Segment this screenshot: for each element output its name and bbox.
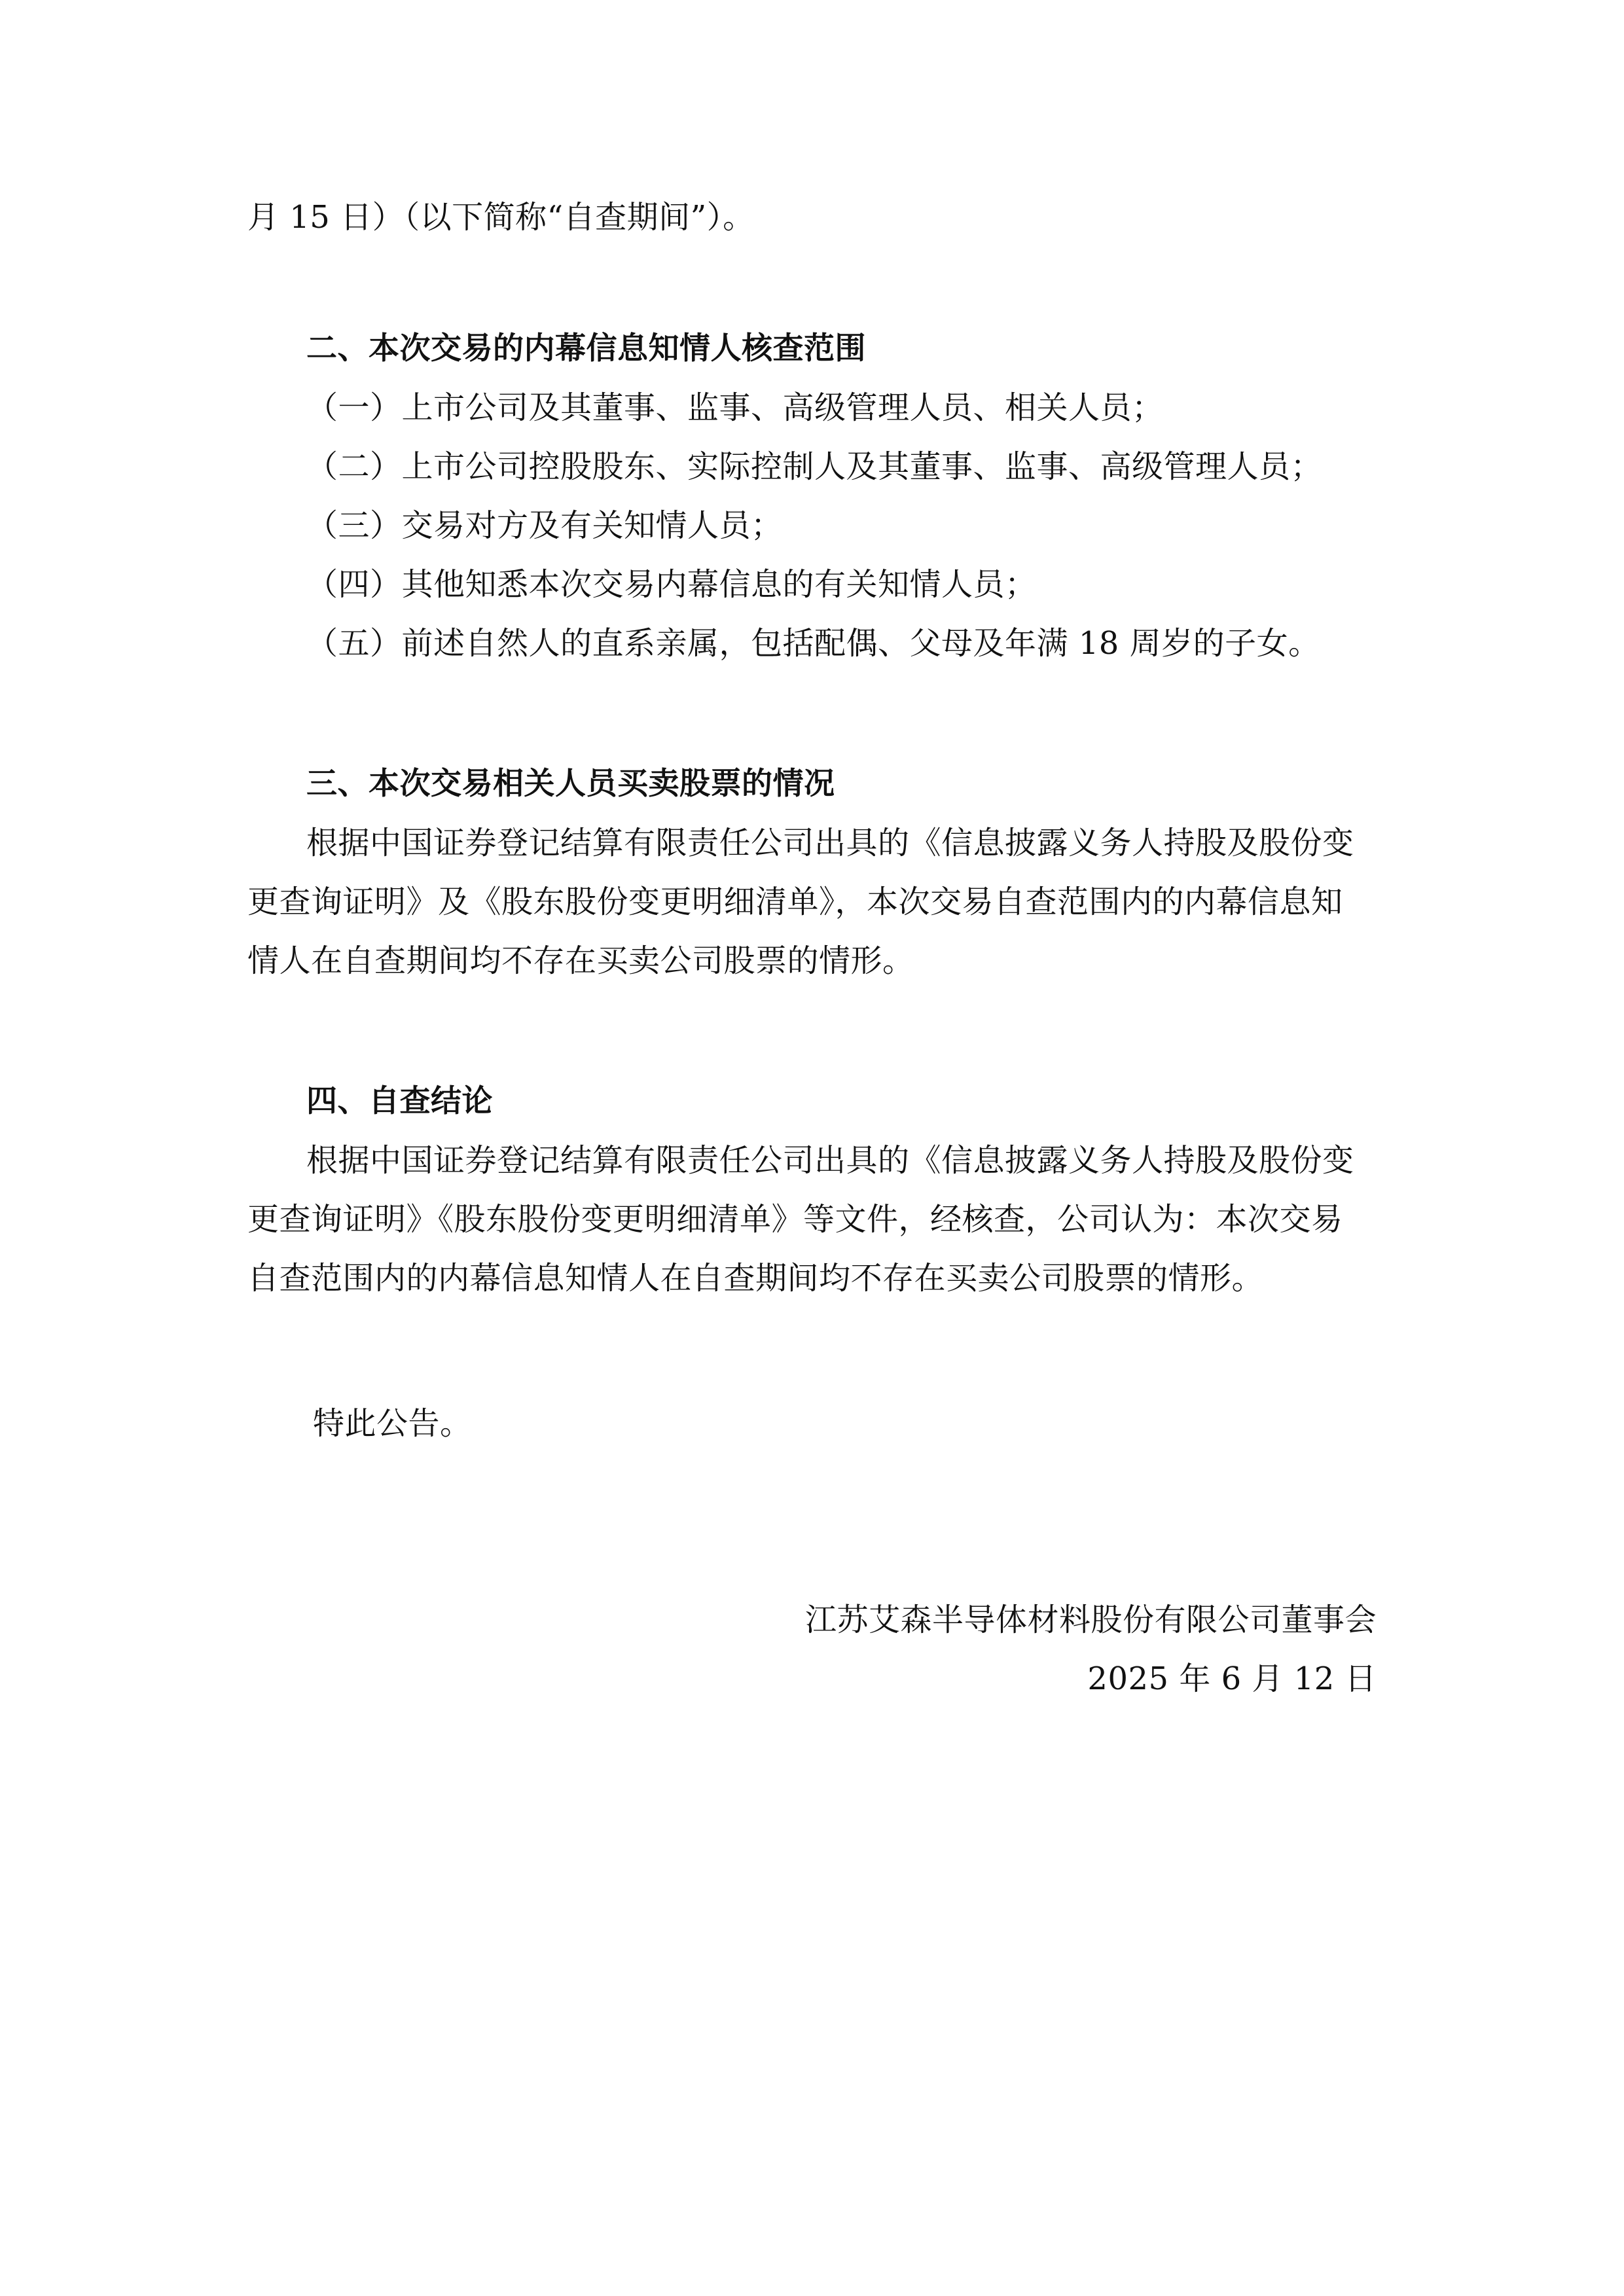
section-3-heading: 三、本次交易相关人员买卖股票的情况 bbox=[306, 766, 835, 802]
section-4-line-2: 更查询证明》《股东股份变更明细清单》等文件，经核查，公司认为：本次交易 bbox=[247, 1201, 1343, 1238]
section-2-heading: 二、本次交易的内幕信息知情人核查范围 bbox=[306, 331, 866, 367]
section-2-item-1: （一）上市公司及其董事、监事、高级管理人员、相关人员； bbox=[306, 389, 1164, 426]
signature-date: 2025 年 6 月 12 日 bbox=[1087, 1660, 1377, 1697]
section-4-line-3: 自查范围内的内幕信息知情人在自查期间均不存在买卖公司股票的情形。 bbox=[247, 1260, 1264, 1297]
section-3-line-3: 情人在自查期间均不存在买卖公司股票的情形。 bbox=[247, 942, 914, 979]
section-4-line-1: 根据中国证券登记结算有限责任公司出具的《信息披露义务人持股及股份变 bbox=[306, 1142, 1354, 1179]
section-4-heading: 四、自查结论 bbox=[306, 1083, 493, 1119]
section-2-item-5: （五）前述自然人的直系亲属，包括配偶、父母及年满 18 周岁的子女。 bbox=[306, 625, 1320, 662]
closing-statement: 特此公告。 bbox=[313, 1405, 472, 1442]
section-2-item-4: （四）其他知悉本次交易内幕信息的有关知情人员； bbox=[306, 566, 1037, 603]
section-3-line-1: 根据中国证券登记结算有限责任公司出具的《信息披露义务人持股及股份变 bbox=[306, 825, 1354, 861]
section-3-line-2: 更查询证明》及《股东股份变更明细清单》，本次交易自查范围内的内幕信息知 bbox=[247, 884, 1343, 920]
signature-company: 江苏艾森半导体材料股份有限公司董事会 bbox=[804, 1602, 1377, 1638]
section-2-item-2: （二）上市公司控股股东、实际控制人及其董事、监事、高级管理人员； bbox=[306, 448, 1323, 485]
section-2-item-3: （三）交易对方及有关知情人员； bbox=[306, 507, 783, 544]
intro-continuation: 月 15 日）（以下简称“自查期间”）。 bbox=[247, 199, 755, 236]
